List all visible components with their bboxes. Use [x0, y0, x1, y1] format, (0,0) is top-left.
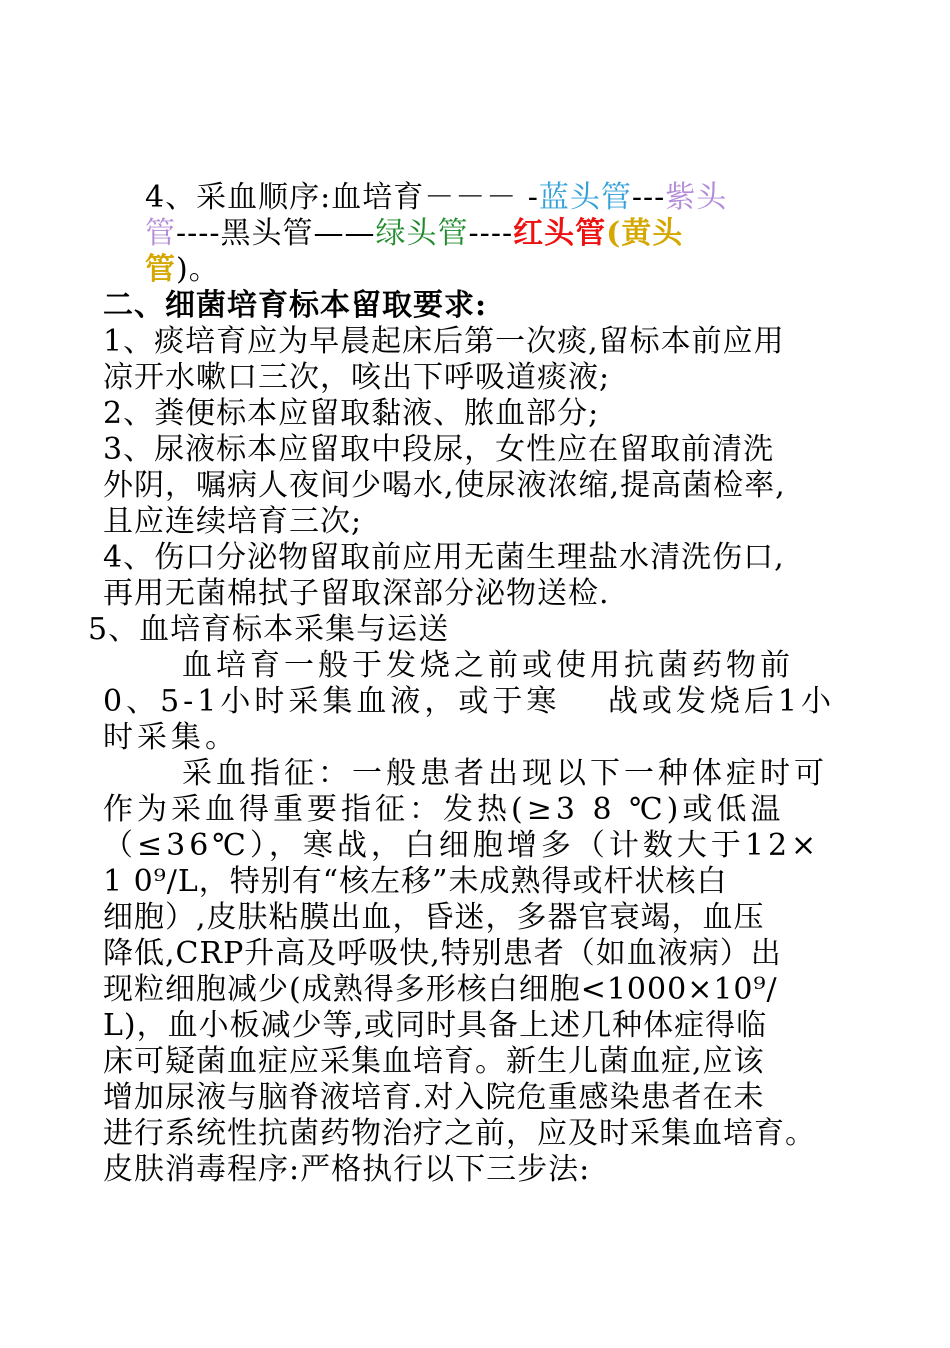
item-3-line: 3、尿液标本应留取中段尿，女性应在留取前清洗 [103, 432, 775, 467]
yellow-tube-label: 黄头 [621, 216, 684, 251]
collection-order-line-1 [145, 180, 727, 216]
item-1-line: 凉开水嗽口三次，咳出下呼吸道痰液; [103, 360, 611, 395]
item-2-line: 2、粪便标本应留取黏液、脓血部分; [103, 396, 600, 431]
indication-line: 进行系统性抗菌药物治疗之前，应及时采集血培育。 [103, 1116, 816, 1151]
blood-timing-line: 0、5-1小时采集血液，或于寒 战或发烧后1小 [103, 684, 836, 719]
item-4-line: 4、伤口分泌物留取前应用无菌生理盐水清洗伤口, [103, 540, 785, 575]
order-end: )。 [176, 252, 220, 287]
order-dash: --- [631, 180, 666, 215]
indication-line: L)，血小板减少等,或同时具备上述几种体症得临 [103, 1008, 768, 1043]
purple-tube-label: 紫头 [665, 180, 728, 215]
indication-line: 细胞）,皮肤粘膜出血，昏迷，多器官衰竭，血压 [103, 900, 765, 935]
collection-order-line-3 [145, 252, 220, 288]
indication-line: 皮肤消毒程序:严格执行以下三步法: [103, 1152, 591, 1187]
item-4-line: 再用无菌棉拭子留取深部分泌物送检. [103, 576, 610, 611]
order-dash: ---- [468, 216, 514, 251]
red-tube-label: 红头管 [513, 216, 607, 251]
indication-line: 1 0⁹/L，特别有“核左移”未成熟得或杆状核白 [103, 864, 728, 899]
indication-line: 增加尿液与脑脊液培育.对入院危重感染患者在未 [103, 1080, 765, 1115]
purple-tube-label-cont: 管 [145, 216, 176, 251]
section-heading: 二、细菌培育标本留取要求: [103, 288, 488, 323]
indication-line: 床可疑菌血症应采集血培育。新生儿菌血症,应该 [103, 1044, 765, 1079]
blood-timing-line: 血培育一般于发烧之前或使用抗菌药物前 [182, 648, 794, 683]
item-3-line: 外阴，嘱病人夜间少喝水,使尿液浓缩,提高菌检率, [103, 468, 786, 503]
indication-line: 作为采血得重要指征：发热(≥3 8 ℃)或低温 [103, 792, 785, 827]
order-text: 4、采血顺序:血培育－－－ - [145, 180, 539, 215]
black-tube-label: ----黑头管—— [176, 216, 376, 251]
green-tube-label: 绿头管 [375, 216, 469, 251]
blue-tube-label: 蓝头管 [538, 180, 632, 215]
collection-order-line-2 [145, 216, 683, 252]
indication-line: 采血指征：一般患者出现以下一种体症时可 [182, 756, 828, 791]
item-5-title: 5、血培育标本采集与运送 [88, 612, 450, 647]
item-1-line: 1、痰培育应为早晨起床后第一次痰,留标本前应用 [103, 324, 785, 359]
indication-line: 降低,CRP升高及呼吸快,特别患者（如血液病）出 [103, 936, 782, 971]
blood-timing-line: 时采集。 [103, 720, 239, 755]
indication-line: 现粒细胞减少(成熟得多形核白细胞<1000×10⁹/ [103, 972, 778, 1007]
indication-line: （≤36℃），寒战，白细胞增多（计数大于12× [103, 828, 821, 863]
paren-open: ( [606, 216, 622, 251]
yellow-tube-label-cont: 管 [145, 252, 176, 287]
item-3-line: 且应连续培育三次; [103, 504, 363, 539]
